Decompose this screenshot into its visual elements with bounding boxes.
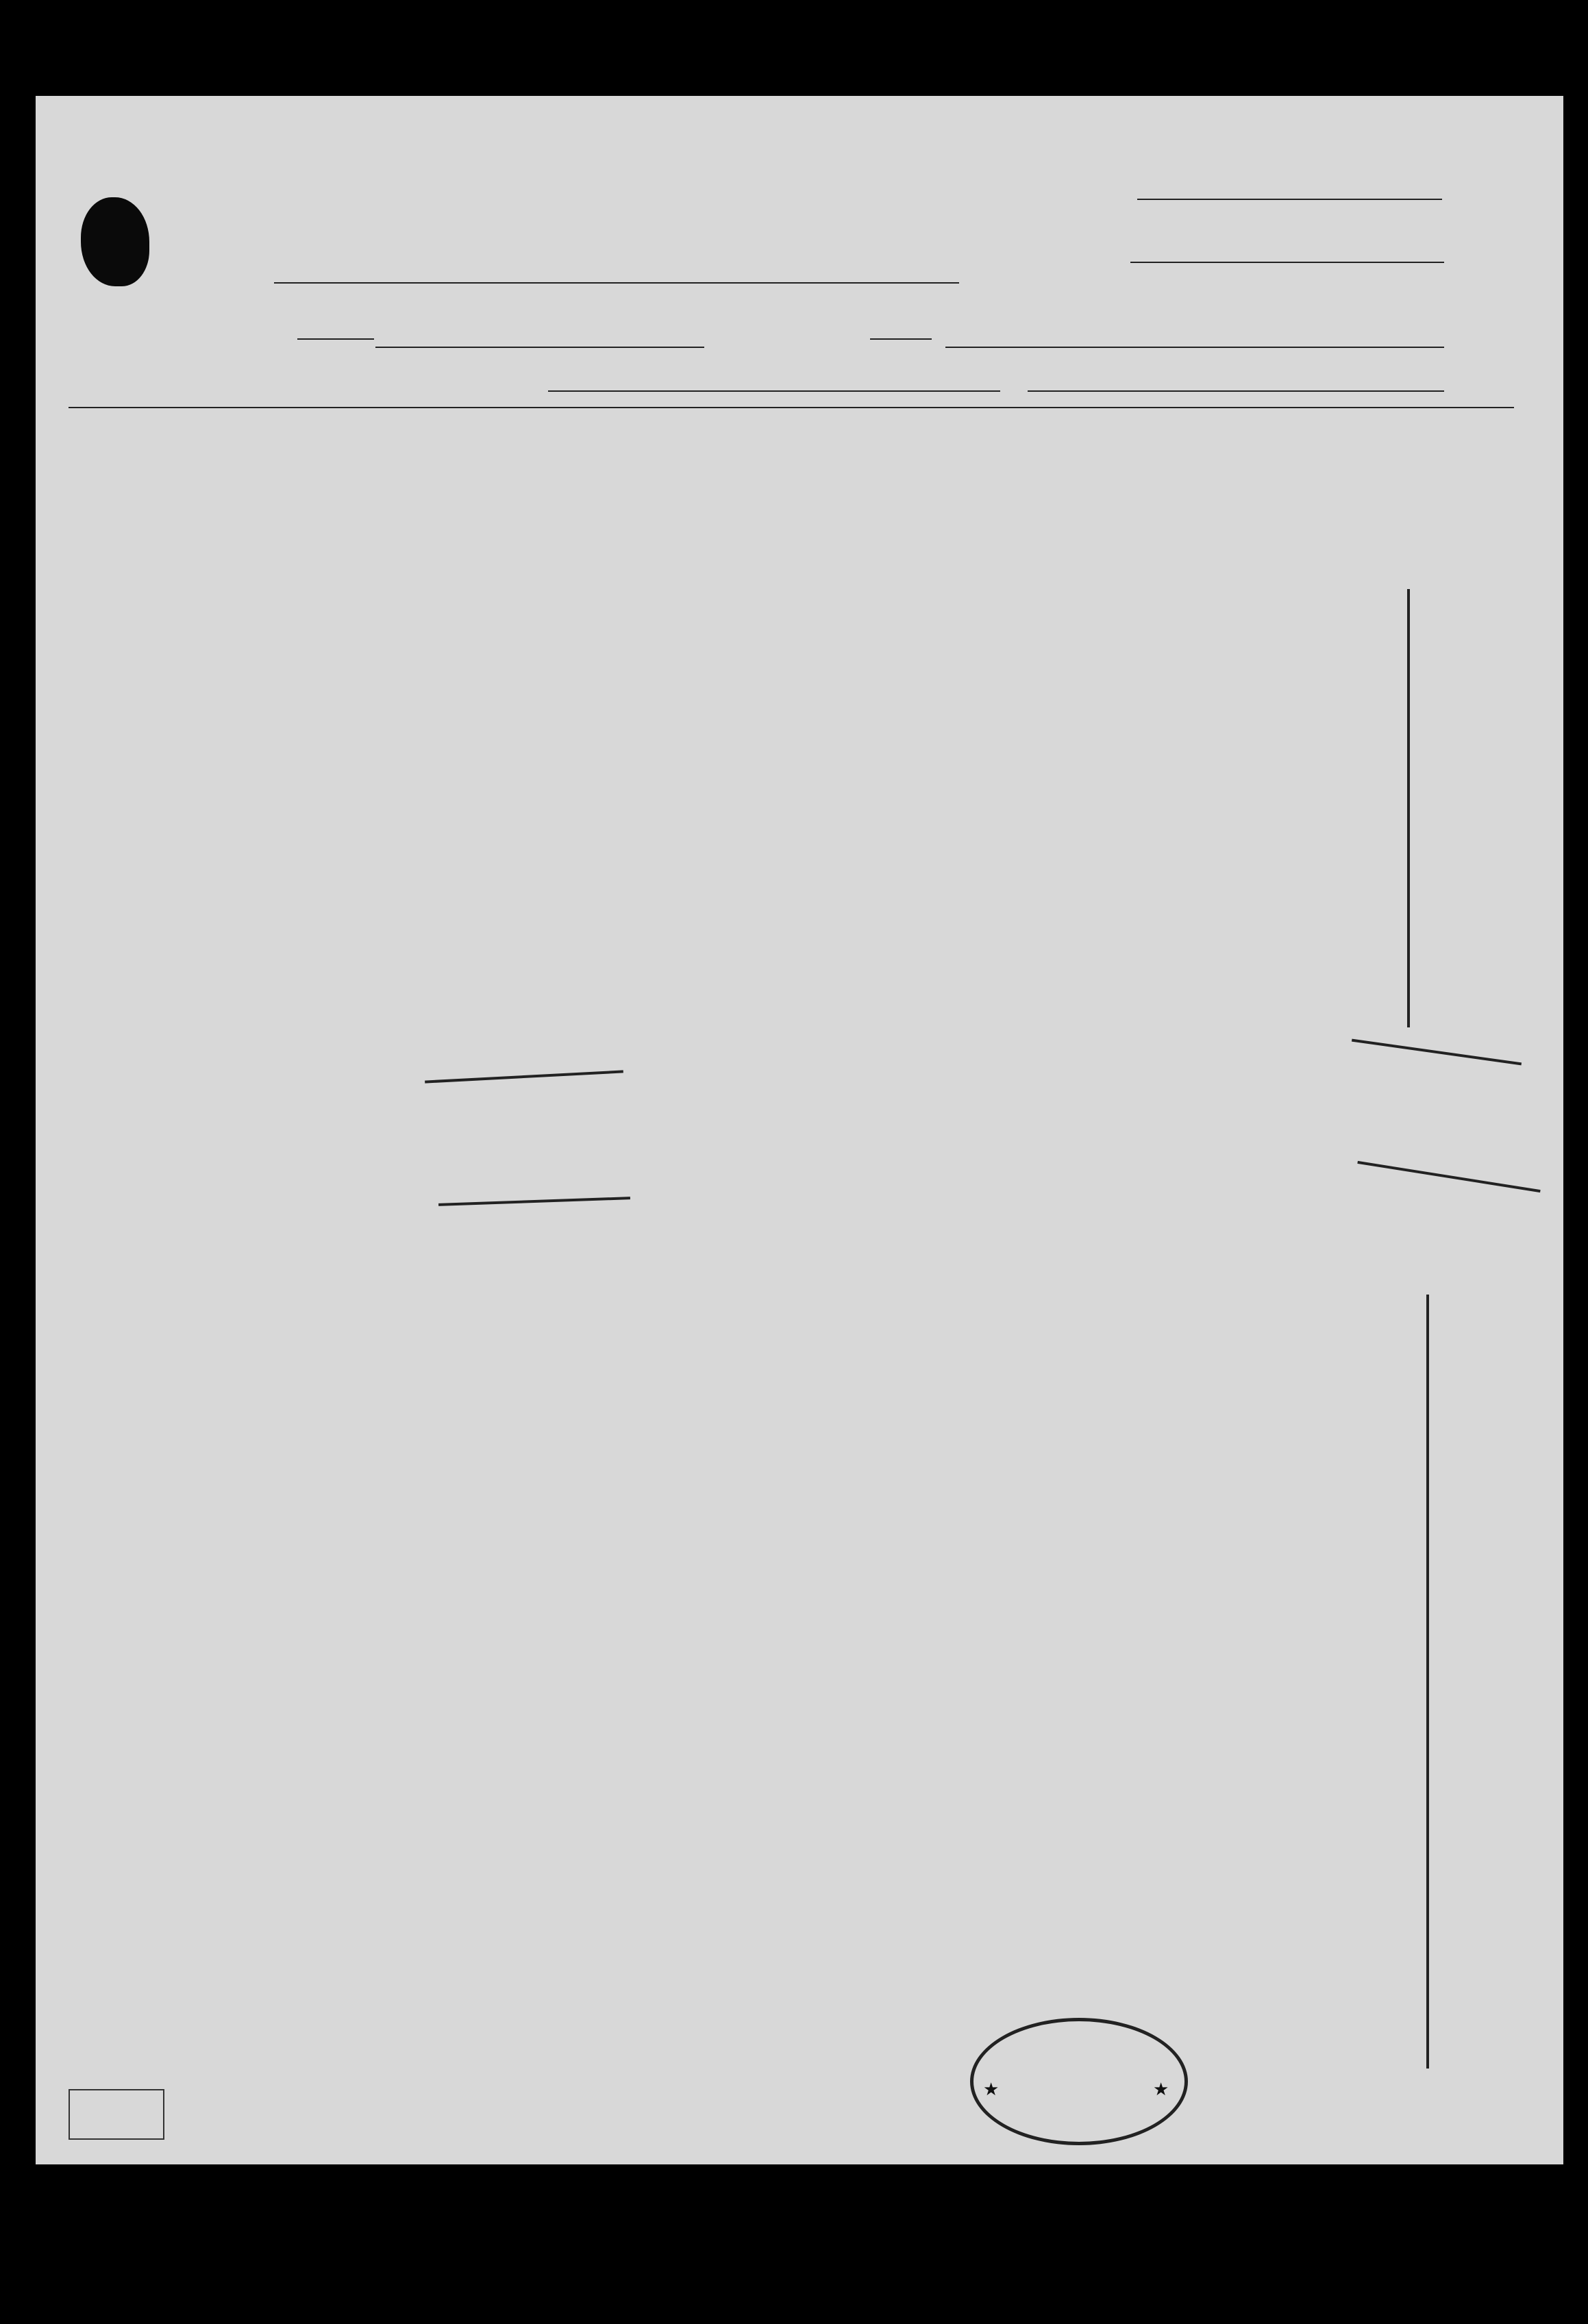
class-line [1130, 262, 1444, 263]
sheet-line [1137, 199, 1442, 200]
d1-bracket-line-3 [1426, 1295, 1429, 2069]
last-port-line [548, 390, 1000, 392]
date-line [375, 347, 704, 348]
port-departure-strike [870, 338, 932, 340]
mercantile-marine-office-stamp [970, 2018, 1188, 2145]
d1-bracket-line-1 [1407, 589, 1410, 1027]
stamp-star-left: ★ [983, 2079, 1000, 2099]
crew-list-document [36, 96, 1563, 2164]
total-box [69, 2089, 164, 2140]
departure-strike [297, 338, 374, 340]
ink-blot [81, 197, 149, 286]
carrier-line [274, 282, 959, 284]
header-top-line [69, 407, 1514, 408]
port-line [945, 347, 1444, 348]
stamp-star-right: ★ [1153, 2079, 1169, 2099]
departed-line [1028, 390, 1444, 392]
